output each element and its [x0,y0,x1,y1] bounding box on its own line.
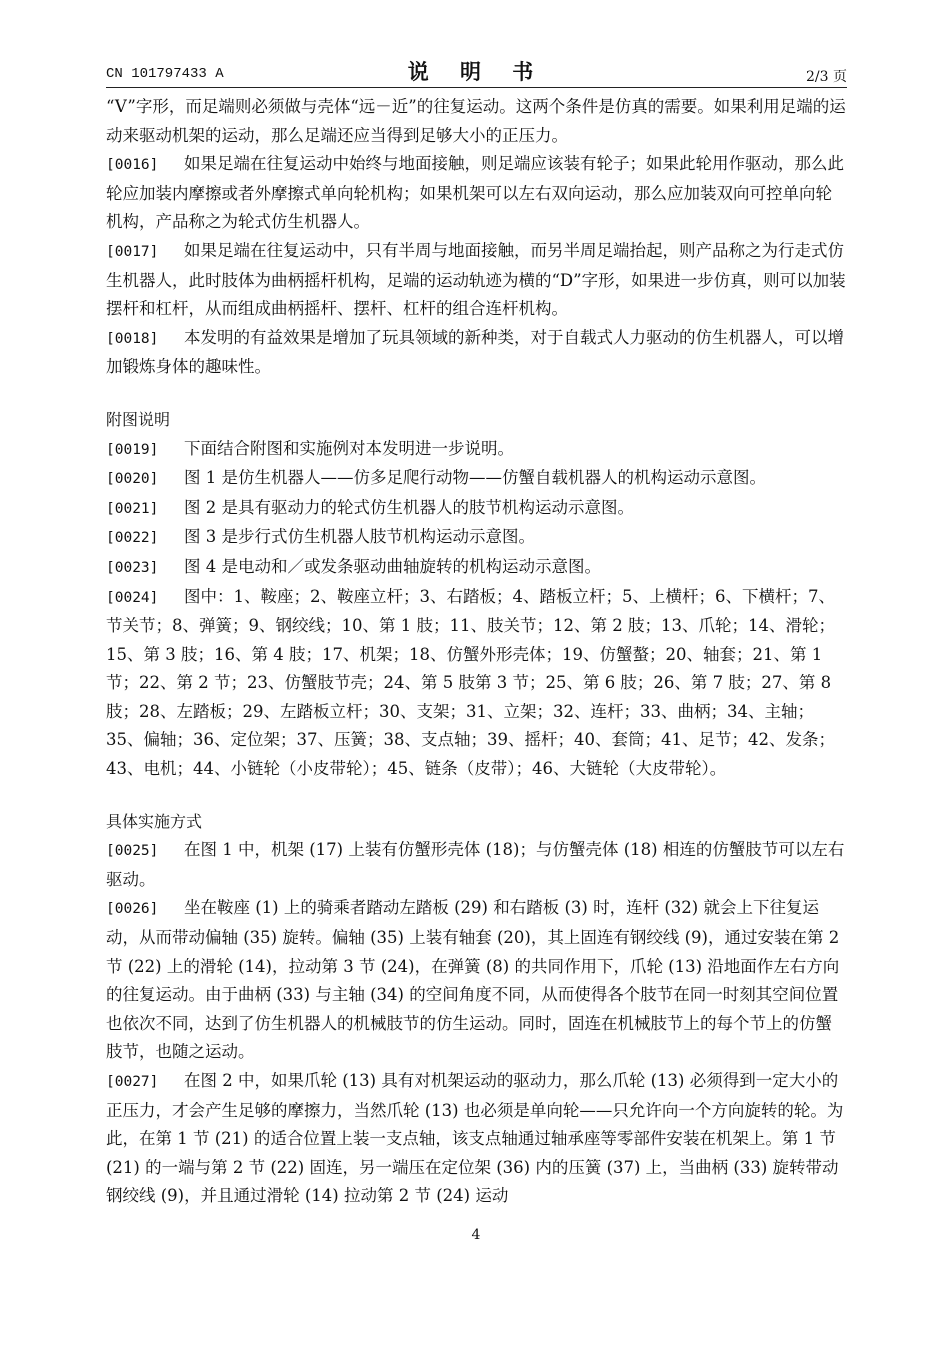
paragraph-number: [0027] [106,1074,159,1090]
paragraph-number: [0018] [106,330,159,347]
paragraph-number: [0025] [106,843,159,860]
paragraph-0024 [106,583,847,784]
page-title: 说 明 书 [407,59,546,84]
paragraph-number: [0026] [106,901,159,918]
paragraph-0017 [106,237,847,324]
paragraph-0022 [106,523,847,553]
paragraph-number: [0024] [106,589,159,606]
page-number: 4 [471,1227,481,1243]
paragraph-number: [0021] [106,500,159,517]
section-heading-figures: 附图说明 [106,409,171,429]
paragraph-number: [0022] [106,530,159,547]
paragraph-text: 在图 2 中，如果爪轮 (13) 具有对机架运动的驱动力，那么爪轮 (13) 必须得到一定大小的正压力，才会产生足够的摩擦力，当然爪轮 (13) 也必须是单向轮——只允许向一个方向旋转的轮。为此，在第 1 节 (21) 的适合位置上装一支点轴，该支点轴通过轴承座等零部件安装在机架上。第 1 节 (21) 的一端与第 2 节 (22) 固连，另一端压在定位架 (36) 内的压簧 (37) 上，当曲柄 (33) 旋转带动钢绞线 (9)，并且通过滑轮 (14) 拉动第 2 节 (24) 运动 [106,1071,844,1206]
paragraph-text: 如果足端在往复运动中，只有半周与地面接触，而另半周足端抬起，则产品称之为行走式仿生机器人，此时肢体为曲柄摇杆机构，足端的运动轨迹为横的“D”字形，如果进一步仿真，则可以加装摆杆和杠杆，从而组成曲柄摇杆、摆杆、杠杆的组合连杆机构。 [106,240,846,319]
paragraph-text: 本发明的有益效果是增加了玩具领域的新种类，对于自载式人力驱动的仿生机器人，可以增加锻炼身体的趣味性。 [106,327,844,377]
paragraph-number: [0020] [106,471,159,488]
paragraph-0026 [106,894,847,1067]
doc-number: CN 101797433 A [106,66,224,82]
paragraph-number: [0017] [106,243,159,260]
paragraph-text: 下面结合附图和实施例对本发明进一步说明。 [184,438,514,458]
paragraph-text: 图 1 是仿生机器人——仿多足爬行动物——仿蟹自载机器人的机构运动示意图。 [184,468,766,488]
paragraph-text: 在图 1 中，机架 (17) 上装有仿蟹形壳体 (18)；与仿蟹壳体 (18) 相连的仿蟹肢节可以左右驱动。 [106,840,845,889]
header-divider [106,87,847,88]
paragraph-text: 如果足端在往复运动中始终与地面接触，则足端应该装有轮子；如果此轮用作驱动，那么此轮应加装内摩擦或者外摩擦式单向轮机构；如果机架可以左右双向运动，那么应加装双向可控单向轮机构，产品称之为轮式仿生机器人。 [106,154,844,232]
paragraph-number: [0023] [106,559,159,576]
section-heading-embodiment: 具体实施方式 [106,811,203,831]
document-body [106,93,847,1211]
paragraph-number: [0019] [106,441,159,458]
paragraph-text: 坐在鞍座 (1) 上的骑乘者踏动左踏板 (29) 和右踏板 (3) 时，连杆 (32) 就会上下往复运动，从而带动偏轴 (35) 旋转。偏轴 (35) 上装有轴套 (20)，其上固连有钢绞线 (9)，通过安装在第 2 节 (22) 上的滑轮 (14)，拉动第 3 节 (24)，在弹簧 (8) 的共同作用下，爪轮 (13) 沿地面作左右方向的往复运动。由于曲柄 (33) 与主轴 (34) 的空间角度不同，从而使得各个肢节在同一时刻其空间位置也依次不同，达到了仿生机器人的机械肢节的仿生运动。同时，固连在机械肢节上的每个节上的仿蟹肢节，也随之运动。 [106,898,840,1062]
paragraph-0019 [106,435,847,465]
paragraph-0027 [106,1067,847,1211]
page-header [106,54,847,88]
paragraph-number: [0016] [106,157,159,174]
paragraph: “V”字形，而足端则必须做与壳体“远－近”的往复运动。这两个条件是仿真的需要。如果利用足端的运动来驱动机架的运动，那么足端还应当得到足够大小的正压力。 [106,97,846,145]
paragraph-0021 [106,494,847,524]
paragraph-text: 图 3 是步行式仿生机器人肢节机构运动示意图。 [184,527,535,547]
paragraph-text: 图 2 是具有驱动力的轮式仿生机器人的肢节机构运动示意图。 [184,497,634,517]
paragraph-0016 [106,150,847,237]
paragraph-0025 [106,836,847,894]
paragraph-0020 [106,464,847,494]
page-indicator: 2/3 页 [806,69,847,85]
paragraph-0023 [106,553,847,583]
paragraph-0018 [106,324,847,382]
paragraph-text: 图中：1、鞍座；2、鞍座立杆；3、右踏板；4、踏板立杆；5、上横杆；6、下横杆；7、节关节；8、弹簧；9、钢绞线；10、第 1 肢；11、肢关节；12、第 2 肢；13、爪轮；14、滑轮；15、第 3 肢；16、第 4 肢；17、机架；18、仿蟹外形壳体；19、仿蟹螯；20、轴套；21、第 1 节；22、第 2 节；23、仿蟹肢节壳；24、第 5 肢第 3 节；25、第 6 肢；26、第 7 肢；27、第 8 肢；28、左踏板；29、左踏板立杆；30、支架；31、立架；32、连杆；33、曲柄；34、主轴；35、偏轴；36、定位架；37、压簧；38、支点轴；39、摇杆；40、套筒；41、足节；42、发条；43、电机；44、小链轮（小皮带轮）；45、链条（皮带）；46、大链轮（大皮带轮）。 [106,586,835,779]
paragraph-text: 图 4 是电动和／或发条驱动曲轴旋转的机构运动示意图。 [184,556,601,576]
